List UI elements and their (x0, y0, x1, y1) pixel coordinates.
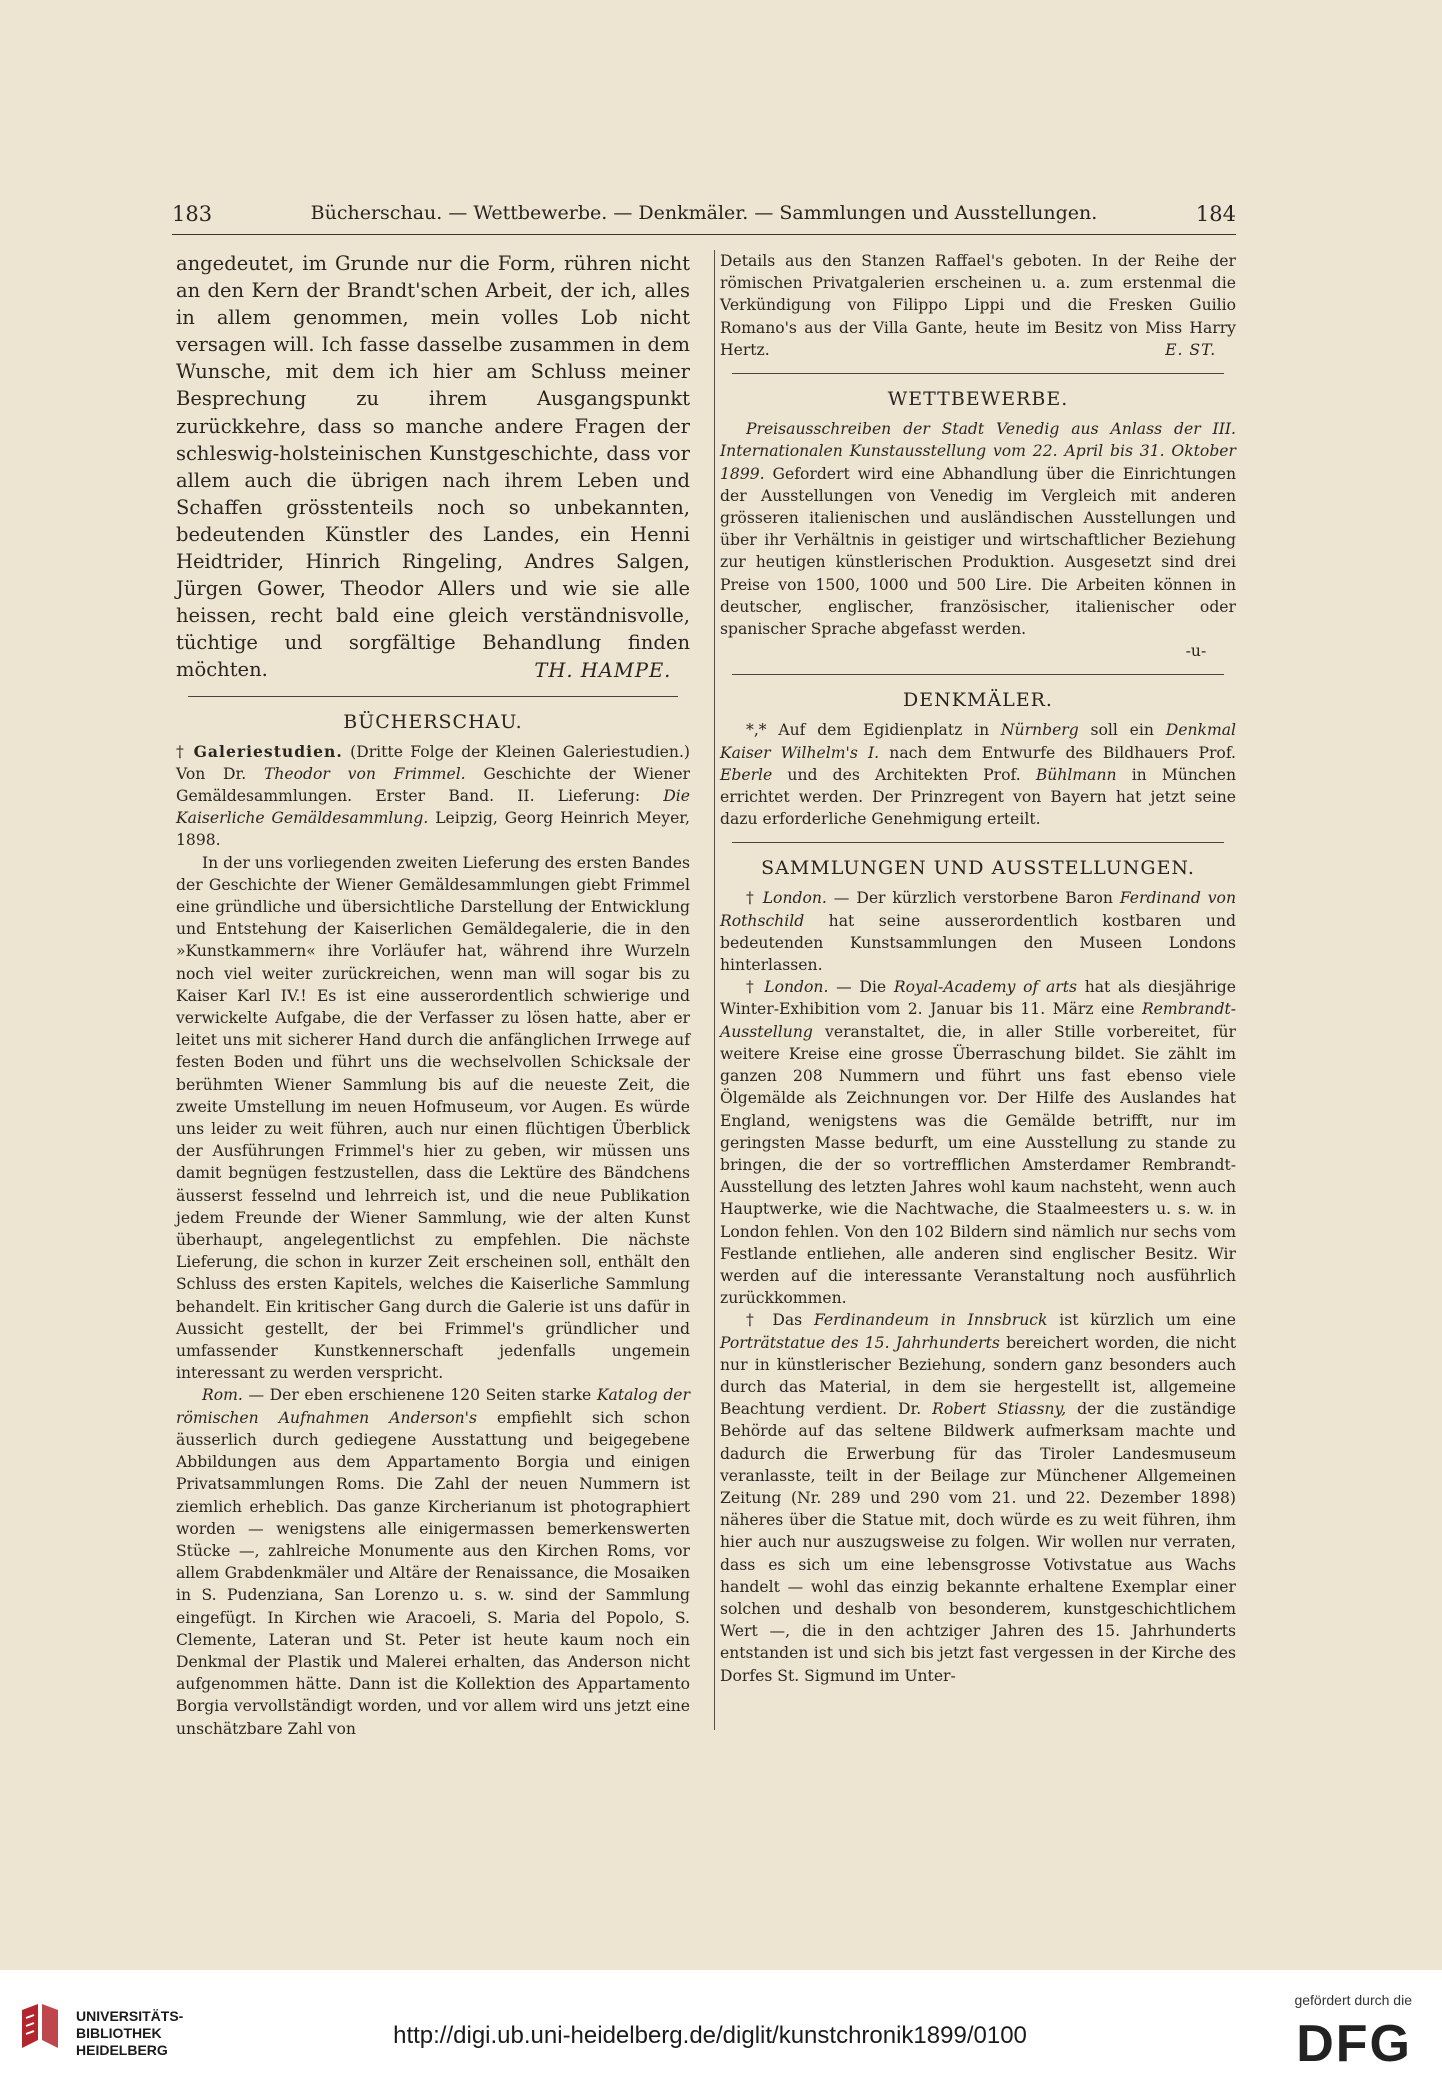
paragraph-text: Auf dem Egidienplatz in (766, 721, 1001, 740)
institution-name: Royal-Academy of arts (893, 978, 1077, 997)
exhibition-name: Rembrandt-Ausstellung (720, 1000, 1236, 1041)
paragraph-text: und des Architekten Prof. (772, 765, 1036, 784)
paragraph-text: bereichert worden, die nicht nur in künstlerischer Beziehung, sondern ganz besonders auch durch das Material, in dem sie hergestellt ist, allgemeine Beachtung verdient. Dr. (720, 1333, 1236, 1419)
funding-note: gefördert durch die (1294, 1992, 1412, 2008)
collection-paragraph-ferdinandeum (720, 1309, 1236, 1686)
left-column (176, 250, 690, 1740)
section-rule (732, 842, 1224, 843)
library-logo-icon (18, 2000, 62, 2056)
person-name: Robert Stiassny, (932, 1400, 1067, 1419)
place-name: London. (764, 978, 829, 997)
collection-paragraph-rothschild (720, 887, 1236, 976)
catalog-title: Katalog der römischen Aufnahmen Anderson's (176, 1386, 690, 1427)
competition-signature: -u- (1185, 642, 1207, 661)
paragraph-text: ist kürzlich um eine (1047, 1311, 1236, 1330)
paragraph-text: Gefordert wird eine Abhandlung über die Einrichtungen der Ausstellungen von Venedig im Vergleich mit anderen grösseren italienischen und ausländischen Ausstellungen und über ihr Verhältnis in geistiger und wirtschaftlicher Beziehung zur heutigen künstlerischen Produktion. Ausgesetzt sind drei Preise von 1500, 1000 und 500 Lire. Die Arbeiten können in deutscher, englischer, französischer, italienischer oder spanischer Sprache abgefasst werden. (720, 464, 1236, 639)
paragraph-text: — Der eben erschienene 120 Seiten starke (242, 1386, 597, 1405)
header-rule (172, 234, 1236, 235)
paragraph-text: empfiehlt sich schon äusserlich durch gediegene Ausstattung und beigegebene Abbildungen aus dem Appartamento Borgia und einigen Privatsammlungen Roms. Die Zahl der neuen Nummern ist ziemlich erheblich. Das ganze Kircherianum ist photographiert worden — wenigstens alle einigermassen bemerkenswerten Stücke —, zahlreiche Monumente aus den Kirchen Roms, vor allem Grabdenkmäler und Altäre der Renaissance, die Mosaiken in S. Pudenziana, San Lorenzo u. s. w. sind der Sammlung eingefügt. In Kirchen wie Aracoeli, S. Maria del Popolo, S. Clemente, Lateran und St. Peter ist heute kaum noch ein Denkmal der Plastik und Malerei erhalten, das Anderson nicht aufgenommen hätte. Dann ist die Kollektion des Appartamento Borgia vervollständigt worden, und vor allem wird uns jetzt eine unschätzbare Zahl von (176, 1408, 690, 1738)
page-number-right: 184 (1195, 202, 1236, 226)
asterism-mark: *‚* (746, 721, 767, 740)
sculptor-name: Eberle (720, 765, 773, 784)
section-heading-sammlungen: SAMMLUNGEN UND AUSSTELLUNGEN. (761, 857, 1195, 880)
museum-name: Ferdinandeum in Innsbruck (813, 1311, 1048, 1330)
place-name: Rom. (202, 1386, 243, 1405)
section-rule (732, 373, 1224, 374)
entry-author: Theodor von Frimmel. (263, 764, 466, 783)
paragraph-text: Das (760, 1311, 814, 1330)
monument-name: Denkmal Kaiser Wilhelm's I. (720, 721, 1237, 762)
running-title: Bücherschau. — Wettbewerbe. — Denkmäler. — Sammlungen und Ausstellungen. (310, 202, 1098, 224)
dagger-mark: † (746, 889, 756, 908)
entry-text: (Dritte Folge der Kleinen Galeriestudien.) Von Dr. (176, 742, 690, 783)
library-name-line: HEIDELBERG (76, 2042, 168, 2058)
person-name: Ferdinand von Rothschild (720, 889, 1236, 930)
paragraph-text: der die zuständige Behörde auf das seltene Bildwerk aufmerksam machte und dadurch die Erwerbung für das Tiroler Landesmuseum veranlasste, teilt in der Beilage zur Münchener Allgemeinen Zeitung (Nr. 289 und 290 vom 21. und 22. Dezember 1898) näheres über die Statue mit, doch würde es zu weit führen, ihm hier auch nur auszugsweise zu folgen. Wir wollen nur verraten, dass es sich um eine lebensgrosse Votivstatue aus Wachs handelt — wohl das einzig bekannte erhaltene Exemplar einer solchen und deshalb von besonderem, kunstgeschichtlichem Wert —, die in den achtziger Jahren des 15. Jahrhunderts entstanden ist und sich bis jetzt fast vergessen in der Kirche des Dorfes St. Sigmund im Unter- (720, 1400, 1237, 1685)
paragraph-text: in München errichtet werden. Der Prinzregent von Bayern hat jetzt seine dazu erforderliche Genehmigung erteilt. (720, 765, 1236, 829)
review-paragraph: In der uns vorliegenden zweiten Lieferung des ersten Bandes der Geschichte der Wiener Gemäldesammlungen giebt Frimmel eine gründliche und übersichtliche Darstellung der Entwicklung und Entstehung der Kaiserlichen Gemäldegalerie, die in den »Kunstkammern« ihre Vorläufer hat, während ihre Wurzeln noch viel weiter zurückreichen, wenn man will sogar bis zu Kaiser Karl IV.! Es ist eine ausserordentlich schwierige und verwickelte Aufgabe, die der Verfasser zu lösen hatte, aber er leitet uns mit sicherer Hand durch die anfänglichen Irrwege auf festen Boden und führt uns die wechselvollen Schicksale der berühmten Wiener Sammlung bis auf die neueste Zeit, die zweite Umstellung im neuen Hofmuseum, vor Augen. Es würde uns leider zu weit führen, auch nur einen flüchtigen Überblick der Ausführungen Frimmel's hier zu geben, wir müssen uns damit begnügen festzustellen, dass die Lektüre des Bändchens äusserst fesselnd und lehrreich ist, und die neue Publikation jedem Freunde der Wiener Sammlung, wie der alten Kunst überhaupt, angelegentlichst zu empfehlen. Die nächste Lieferung, die schon in kurzer Zeit erscheinen soll, enthält den Schluss des ersten Kapitels, welches die Kaiserliche Sammlung behandelt. Ein kritischer Gang durch die Galerie ist uns dafür in Aussicht gestellt, der bei Frimmel's gründlicher und umfassender Kunstkennerschaft jedenfalls ungemein interessant zu werden verspricht. (176, 853, 690, 1383)
paragraph-text: nach dem Entwurfe des Bildhauers Prof. (879, 743, 1236, 762)
paragraph-text: — Die (828, 978, 894, 997)
paragraph-text: soll ein (1078, 721, 1166, 740)
collection-paragraph-rembrandt (720, 976, 1236, 1309)
section-heading-denkmaeler: DENKMÄLER. (903, 689, 1053, 712)
dagger-mark: † (176, 742, 187, 761)
review-paragraph-rom (176, 1384, 690, 1739)
architect-name: Bühlmann (1035, 765, 1117, 784)
intro-paragraph: angedeutet, im Grunde nur die Form, rühren nicht an den Kern der Brandt'schen Arbeit, der ich, alles in allem genommen, mein volles Lob nicht versagen will. Ich fasse dasselbe zusammen in dem Wunsche, mit dem ich hier am Schluss meiner Besprechung zu ihrem Ausgangspunkt zurückkehre, dass so manche andere Fragen der schleswig-holsteinischen Kunstgeschichte, dass vor allem auch die übrigen nach ihrem Leben und Schaffen grösstenteils noch so unbekannten, bedeutenden Künstler des Landes, ein Henni Heidtrider, Hinrich Ringeling, Andres Salgen, Jürgen Gower, Theodor Allers und wie sie alle heissen, recht bald eine gleich verständnisvolle, tüchtige und sorgfältige Behandlung finden möchten. (176, 252, 690, 682)
page-number-left: 183 (172, 202, 213, 226)
library-name-line: UNIVERSITÄTS- (76, 2008, 184, 2024)
entry-title: Galeriestudien. (193, 741, 343, 761)
entry-subtitle: Die Kaiserliche Gemäldesammlung. (176, 787, 690, 828)
section-rule (188, 696, 678, 697)
dfg-logo: DFG (1296, 2015, 1412, 2073)
continuation-signature: E. ST. (1165, 341, 1217, 360)
source-url-link[interactable]: http://digi.ub.uni-heidelberg.de/diglit/kunstchronik1899/0100 (393, 2022, 1027, 2049)
artwork-name: Porträtstatue des 15. Jahrhunderts (720, 1333, 1000, 1352)
right-column (720, 250, 1236, 1687)
paragraph-text: — Der kürzlich verstorbene Baron (826, 889, 1120, 908)
continuation-paragraph: Details aus den Stanzen Raffael's geboten. In der Reihe der römischen Privatgalerien erscheinen u. a. zum erstenmal die Verkündigung von Filippo Lippi und die Fresken Guilio Romano's aus der Villa Gante, heute im Besitz von Miss Harry Hertz. (720, 252, 1236, 359)
entry-text: Leipzig, Georg Heinrich Meyer, 1898. (176, 809, 691, 850)
competition-paragraph (720, 418, 1236, 640)
dagger-mark: † (746, 1311, 761, 1330)
competition-title: Preisausschreiben der Stadt Venedig aus Anlass der III. Internationalen Kunstausstellung vom 22. April bis 31. Oktober 1899. (720, 420, 1236, 483)
section-rule (732, 674, 1224, 675)
dagger-mark: † (746, 978, 757, 997)
paragraph-text: hat seine ausserordentlich kostbaren und bedeutenden Kunstsammlungen den Museen Londons hinterlassen. (720, 911, 1236, 975)
intro-signature: TH. HAMPE. (534, 658, 672, 682)
running-header (172, 198, 1236, 232)
place-name: London. (762, 889, 827, 908)
library-name-line: BIBLIOTHEK (76, 2025, 162, 2041)
section-heading-wettbewerbe: WETTBEWERBE. (887, 388, 1069, 411)
digitization-footer (0, 1970, 1442, 2091)
monument-paragraph (720, 719, 1236, 830)
review-entry-galeriestudien (176, 741, 690, 852)
library-name (76, 2008, 183, 2059)
paragraph-text: veranstaltet, die, in aller Stille vorbereitet, für weitere Kreise eine grosse Überraschung bildet. Sie zählt im ganzen 208 Nummern und führt uns fast ebenso viele Ölgemälde als Zeichnungen vor. Der Hilfe des Auslandes hat England, wenigstens was die Gemälde betrifft, nur im geringsten Masse bedurft, um eine Ausstellung zu stande zu bringen, die der so vortrefflichen Amsterdamer Rembrandt-Ausstellung des letzten Jahres wohl kaum nachsteht, wenn auch Hauptwerke, wie die Nachtwache, die Staalmeesters u. s. w. in London fehlen. Von den 102 Bildern sind nämlich nur sechs vom Festlande entliehen, alle anderen sind englischer Besitz. Wir werden auf die interessante Veranstaltung noch ausführlich zurückkommen. (720, 1022, 1236, 1308)
paragraph-text: hat als diesjährige Winter-Exhibition vom 2. Januar bis 11. März eine (720, 978, 1237, 1019)
section-heading-buecherschau: BÜCHERSCHAU. (343, 710, 523, 733)
entry-text: Geschichte der Wiener Gemäldesammlungen. Erster Band. II. Lieferung: (176, 764, 691, 805)
column-divider (714, 250, 715, 1730)
city-name: Nürnberg (1000, 721, 1079, 740)
university-library-logo (18, 2000, 198, 2070)
